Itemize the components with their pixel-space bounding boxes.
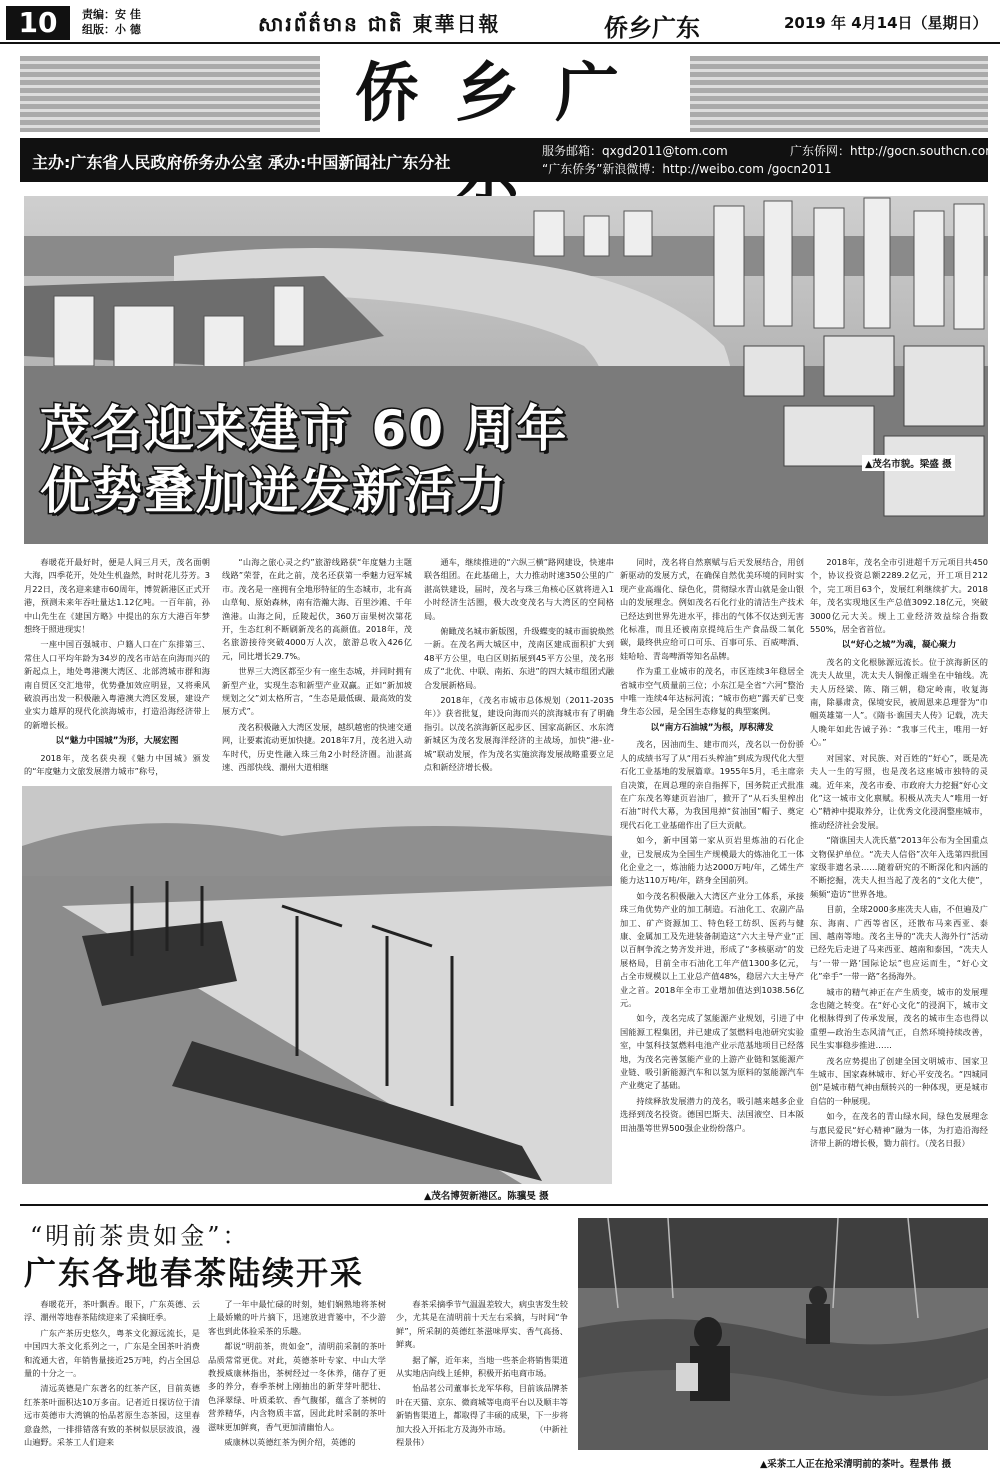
headline-line-1: 茂名迎来建市 60 周年 [40, 400, 569, 458]
headline-line-2: 优势叠加迸发新活力 [40, 462, 508, 520]
story-column-2 [222, 556, 412, 782]
story-column-1 [24, 556, 210, 782]
paragraph: 俯瞰茂名城市新版图，升级蝶变的城市面貌焕然一新。在茂名两大城区中，茂南区建成面积扩大到48平方公里，电白区则拓展到45平方公里，茂名形成了“北优、中联、南拓、东进”的四大城市组团式融合发展新格局。 [424, 626, 614, 690]
editor-credits [82, 7, 141, 37]
weibo-link: “广东侨务”新浪微博：http://weibo.com /gocn2011 [542, 162, 832, 176]
story-column-5 [810, 556, 988, 1186]
tea-headline: 广东各地春茶陆续开采 [24, 1254, 365, 1292]
paragraph: 清远英德是广东著名的红茶产区，目前英德红茶茶叶面积达10万多亩。记者近日探访位于清远市英德市大湾镇的怡品茗原生态茶园，这里春意盎然，一排排错落有致的茶树似层层波浪，漫山遍野。采茶工人们迎来 [24, 1383, 200, 1448]
tea-kicker: “明前茶贵如金”： [30, 1222, 250, 1250]
paragraph: 世界三大湾区都至少有一座生态城，并同时拥有新型产业，实现生态和新型产业双赢。正如“新加坡规划之父”刘太格所言，“生态是最低碳、最高效的发展方式”。 [222, 666, 412, 717]
paragraph: 2018年，茂名获央视《魅力中国城》颁发的“年度魅力文旅发展潜力城市”称号， [24, 752, 210, 777]
masthead [0, 0, 1000, 44]
paragraph: 春暖花开，茶叶飘香。眼下，广东英德、云浮、潮州等地春茶陆续迎来了采摘旺季。 [24, 1299, 200, 1323]
main-headline [40, 398, 568, 522]
paragraph: 如今茂名积极融入大湾区产业分工体系，承接珠三角优势产业的加工制造。石油化工、农副产品加工、矿产资源加工、特色轻工纺织、医药与健康、金属加工及先进装备制造这“六大主导产业”正以百舸争流之势齐发并进，形成了“多核驱动”的发展格局，目前全市石油化工年产值1300多亿元，占全市规模以上工业总产值48%，稳居六大主导产业之首。2018年全市工业增加值达到1038.56亿元。 [620, 890, 804, 1008]
sponsor-text: 主办:广东省人民政府侨务办公室 承办:中国新闻社广东分社 [32, 153, 451, 172]
paragraph: 广东产茶历史悠久，粤茶文化源远流长，是中国四大茶文化系列之一，广东是全国茶叶消费和流通大省，年销售量接近25万吨，约占全国总量的十分之一。 [24, 1327, 200, 1379]
paragraph: 茂名应势提出了创建全国文明城市、国家卫生城市、国家森林城市、好心平安茂名。“四城同创”是城市精气神由颓转兴的一种体现，更是城市自信的一种展现。 [810, 1055, 988, 1106]
editor-name: 责编：安 佳 [82, 8, 141, 21]
paragraph: 对国家、对民族、对百姓的“好心”，既是冼夫人一生的写照，也是茂名这座城市独特的灵魂。近年来，茂名市委、市政府大力挖掘“好心文化”这一城市文化禀赋。积极从冼夫人“唯用一好心”精神中提取养分，让优秀文化浸润整座城市，推动经济社会发展。 [810, 752, 988, 830]
paragraph: 怡品茗公司董事长龙军华称，目前该品牌茶叶在天猫、京东、微商城等电商平台以及顺丰等新销售渠道上，都取得了丰硕的成果，下一步将加大投入开拓北方及海外市场。 （中新社 程景伟） [396, 1383, 568, 1448]
sponsor-bar [20, 138, 997, 182]
paragraph: “隋谯国夫人冼氏墓”2013年公布为全国重点文物保护单位。“冼夫人信俗”次年入选第四批国家级非遗名录……随着研究的不断深化和内涵的不断挖掘，冼夫人担当起了茂名的“文化大使”，频频“造访”世界各地。 [810, 835, 988, 899]
tea-photo-caption: ▲采茶工人正在抢采清明前的茶叶。程景伟 摄 [760, 1459, 952, 1470]
website-link: 广东侨网：http://gocn.southcn.com [790, 144, 997, 158]
photo2-caption: ▲茂名博贺新港区。陈骥旻 摄 [424, 1191, 549, 1202]
contact-info [542, 142, 997, 178]
paragraph: 春暖花开最好时，便是人间三月天，茂名面朝大海，四季花开，处处生机盎然，时时花儿芬芳。3月22日，茂名迎来建市60周年，博贺新港区正式开港，预测未来年吞吐量达1.12亿吨。一百年前，孙中山先生在《建国方略》中提出的东方大港百年梦想终于照进现实！ [24, 557, 210, 635]
paragraph: 威康林以英德红茶为例介绍，英德的 [224, 1437, 356, 1448]
banner-title: 侨乡广 [320, 54, 690, 134]
service-email: 服务邮箱：qxgd2011@tom.com [542, 144, 728, 158]
paragraph: 持续释放发展潜力的茂名，吸引越来越多企业选择到茂名投资。德国巴斯夫、法国液空、日本阪田油墨等世界500强企业纷纷落户。 [620, 1095, 804, 1133]
tea-column-2 [208, 1298, 386, 1466]
issue-date: 2019 年 4月14日（星期日） [784, 14, 988, 32]
subheading: 以“魅力中国城”为形，大展宏图 [55, 736, 179, 747]
paragraph: 如今，茂名完成了氢能源产业规划，引进了中国能源工程集团，并已建成了氢燃料电池研究实验室，中氢科技氢燃料电池产业示范基地项目已经落地，为茂名完善氢能产业的上游产业链和氢能源产业链、吸引新能源汽车和以氢为原料的氢能源汽车产业奠定了基础。 [620, 1013, 804, 1091]
paragraph: 如今，在茂名的青山绿水间，绿色发展理念与惠民爱民“好心精神”融为一体，为打造沿海经济带上新的增长极，勠力前行。（茂名日报） [810, 1111, 988, 1149]
section-banner [20, 54, 988, 134]
paragraph: 2018年，《茂名市城市总体规划（2011-2035年）》获省批复，建设向海而兴的滨海城市有了明确指引。以茂名滨海新区起步区、国家高新区、水东湾新城区为茂名发展海洋经济的主战场，加快“港-业-城”联动发展，作为茂名实施滨海发展战略重要立足点和新经济增长极。 [424, 695, 614, 773]
paragraph: 同时，茂名将自然禀赋与后天发展结合，用创新驱动的发展方式，在确保自然优美环境的同时实现产业高端化、绿色化，贯彻绿水青山就是金山银山的发展理念。例如茂名石化行业的清洁生产技术已经达到世界先进水平，排出的气体不仅达到无害化标准，而且还被南京提纯后生产食品级二氧化碳，最终供应给可口可乐、百事可乐、百威啤酒、娃哈哈、青岛啤酒等知名品牌。 [620, 557, 804, 661]
paragraph: 目前，全球2000多座冼夫人庙，不但遍及广东、海南、广西等省区，还散布马来西亚、泰国、越南等地。茂名主导的“冼夫人海外行”活动已经先后走进了马来西亚、越南和泰国，“冼夫人与‘一带一路’国际论坛”也应运而生，“好心文化”牵手“一带一路”名扬海外。 [810, 904, 988, 982]
paragraph: 茂名，因油而生、建市而兴，茂名以一份份骄人的成绩书写了从“用石头榨油”到成为现代化大型石化工业基地的发展篇章。1955年5月，毛主席亲自决策，在周总理的亲自指挥下，国务院正式批准在广东茂名筹建页岩油厂，掀开了“从石头里榨出石油”时代大幕，为我国甩掉“贫油国”帽子、奠定现代石化工业基础作出了巨大贡献。 [620, 739, 804, 830]
tea-picking-photo [578, 1218, 988, 1450]
paragraph: 作为重工业城市的茂名，市区连续3年稳居全省城市空气质量前三位；小东江是全省“六河”整治中唯一连续4年达标河流；“城市伤疤”露天矿已变身生态公园，是全国生态修复的典型案例。 [620, 666, 804, 717]
story-column-4 [620, 556, 804, 1186]
story-column-3 [424, 556, 614, 782]
photo1-caption: ▲茂名市貌。梁盛 摄 [862, 455, 955, 471]
paragraph: 一座中国百强城市、户籍人口在广东排第三、常住人口平均年龄为34岁的茂名市站在向海而兴的新起点上，地处粤港澳大湾区、北部湾城市群和海南自贸区交汇地带，优势叠加效应明显，又将乘风破浪再出发一积极融入粤港澳大湾区发展，建设产业实力雄厚的现代化滨海城市，打造沿海经济带上的新增长极。 [24, 639, 210, 730]
paragraph: 城市的精气神正在产生质变，城市的发展理念也随之转变。在“好心文化”的浸润下，城市文化根脉得到了传承发展，茂名的城市生态也得以重塑—政治生态风清气正，自然环境持续改善，民生实事稳步推进…… [810, 986, 988, 1051]
paragraph: 都说“明前茶，贵如金”，清明前采制的茶叶品质常常更优。对此，英德茶叶专家、中山大学教授威康林指出，茶树经过一冬休养，储存了更多的养分，春季茶树上刚抽出的新芽芽叶肥壮、色泽翠绿、叶质柔软、香气馥郁，蕴含了茶树的营养精华，内含物质丰富，因此此时采制的茶叶滋味更加鲜爽，香气更加清幽怡人。 [208, 1341, 386, 1432]
tea-column-3 [396, 1298, 568, 1466]
designer-name: 组版：小 德 [82, 23, 141, 36]
section-name: 侨乡广东 [604, 14, 700, 42]
port-photo [22, 786, 612, 1184]
newspaper-name: សារព័ត៌មាន ជាតិ 東華日報 [258, 12, 501, 36]
paragraph: 了一年中最忙碌的时刻，她们娴熟地将茶树上最娇嫩的叶片摘下，迅速放进背篓中，不少游客也到此体验采茶的乐趣。 [208, 1299, 386, 1336]
subheading: 以“好心之城”为魂，凝心聚力 [841, 640, 957, 651]
section-divider [20, 1204, 988, 1206]
page-number: 10 [6, 6, 70, 40]
paragraph: 据了解，近年来，当地一些茶企将销售渠道从实地店向线上延伸，积极开拓电商市场。 [396, 1354, 568, 1379]
paragraph: 如今，新中国第一家从页岩里炼油的石化企业，已发展成为全国生产规模最大的炼油化工一体化企业之一，炼油能力达2000万吨/年，乙烯生产能力达110万吨/年，跻身全国前列。 [620, 835, 804, 886]
paragraph: “山海之旅心灵之约”旅游线路获“年度魅力主题线路”荣誉，在此之前，茂名还获第一季魅力冠军城市。茂名是一座拥有全地形特征的生态城市，北有高山草甸、原始森林，南有浩瀚大海、百里沙滩、千年渔港。山海之间，丘陵起伏，360万亩果树次第花开，生态红利不断刷新茂名的高颜值。2018年，茂名旅游接待突破4000万人次，旅游总收入426亿元，同比增长29.7%。 [222, 557, 412, 661]
paragraph: 2018年，茂名全市引进超千万元项目共450个，协议投资总额2289.2亿元，开工项目212个，完工项目63个，发展红利继续扩大。2018年，茂名实现地区生产总值3092.18亿元，突破3000亿元大关。规上工业经济效益综合指数550%，居全省首位。 [810, 557, 988, 635]
paragraph: 茂名的文化根脉源远流长。位于滨海新区的冼夫人故里，冼太夫人铜像正端坐在中轴线。冼夫人历经梁、陈、隋三朝，稳定岭南，收复海南，除暴肃贪，保境安民，被周恩来总理誉为“巾帼英雄第一人”。《隋书·谯国夫人传》记载，冼夫人晚年如此告诫子孙：“我事三代主，唯用一好心。” [810, 656, 988, 748]
paragraph: 茂名积极融入大湾区发展，越织越密的快速交通网，让要素流动更加快捷。2018年7月，茂名进入动车时代，历史性融入珠三角2小时经济圈。汕湛高速、西部快线、潮州大道相继 [222, 721, 412, 773]
paragraph: 春茶采摘季节气温温差较大，病虫害发生较少，尤其是在清明前十天左右采摘，与时间“争鲜”，所采制的英德红茶滋味厚实、香气高扬、鲜爽。 [396, 1299, 568, 1350]
tea-column-1 [24, 1298, 200, 1466]
paragraph: 通车，继续推进的“六纵三横”路网建设，快速串联各组团。在此基础上，大力推动时速350公里的广湛高铁建设，届时，茂名与珠三角核心区就将进入1小时经济生活圈，极大改变茂名与大湾区的空间格局。 [424, 557, 614, 621]
subheading: 以“南方石油城”为根，厚积薄发 [650, 722, 774, 733]
